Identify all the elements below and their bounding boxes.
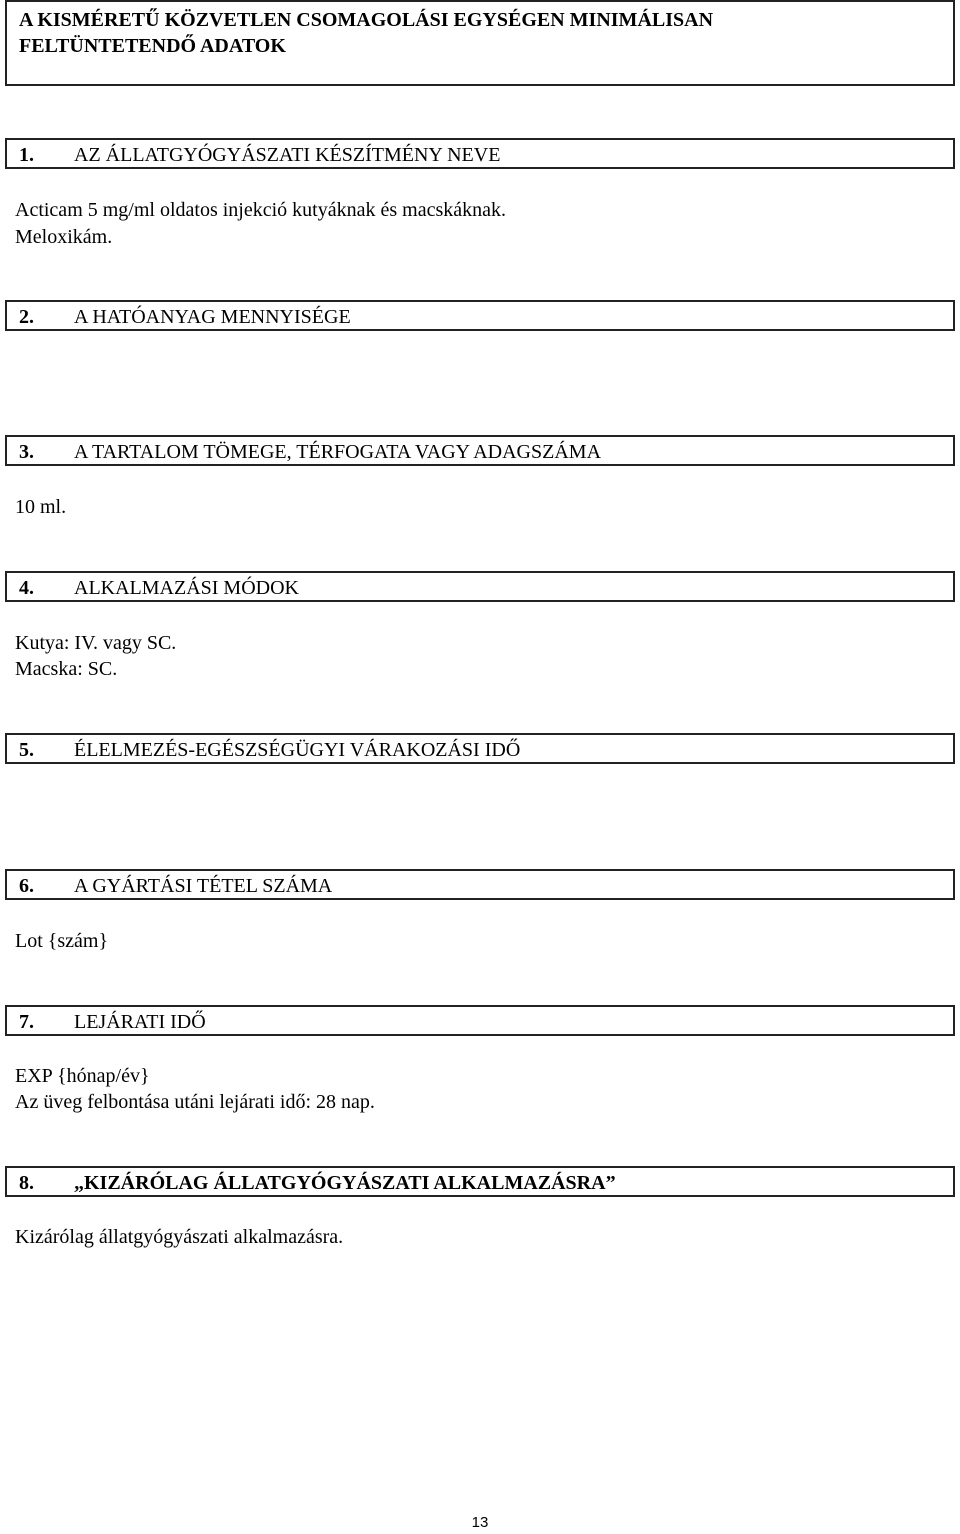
section-4-text-dog: Kutya: IV. vagy SC.	[15, 632, 177, 654]
section-title: „KIZÁRÓLAG ÁLLATGYÓGYÁSZATI ALKALMAZÁSRA”	[74, 1172, 616, 1194]
section-number: 8.	[19, 1172, 34, 1194]
section-number: 6.	[19, 875, 34, 897]
section-7-text-shelf-life: Az üveg felbontása utáni lejárati idő: 28 nap.	[15, 1091, 375, 1113]
section-1-text-product-name: Acticam 5 mg/ml oldatos injekció kutyáknak és macskáknak.	[15, 199, 506, 221]
section-3-text-volume: 10 ml.	[15, 496, 67, 518]
section-3-header	[5, 435, 955, 466]
section-1-header	[5, 138, 955, 169]
section-4-text-cat: Macska: SC.	[15, 658, 118, 680]
section-title: A HATÓANYAG MENNYISÉGE	[74, 306, 351, 328]
section-number: 4.	[19, 577, 34, 599]
section-1-text-substance: Meloxikám.	[15, 226, 113, 248]
section-number: 1.	[19, 144, 34, 166]
section-7-text-exp: EXP {hónap/év}	[15, 1065, 150, 1087]
section-8-text-veterinary-use: Kizárólag állatgyógyászati alkalmazásra.	[15, 1226, 344, 1248]
section-6-header	[5, 869, 955, 900]
section-title: ÉLELMEZÉS-EGÉSZSÉGÜGYI VÁRAKOZÁSI IDŐ	[74, 739, 521, 761]
section-8-header	[5, 1166, 955, 1197]
section-title: A GYÁRTÁSI TÉTEL SZÁMA	[74, 875, 333, 897]
document-title-box	[5, 0, 955, 86]
section-number: 5.	[19, 739, 34, 761]
section-number: 2.	[19, 306, 34, 328]
section-4-header	[5, 571, 955, 602]
section-title: ALKALMAZÁSI MÓDOK	[74, 577, 299, 599]
section-7-header	[5, 1005, 955, 1036]
section-number: 7.	[19, 1011, 34, 1033]
section-2-header	[5, 300, 955, 331]
document-title-line-1: A KISMÉRETŰ KÖZVETLEN CSOMAGOLÁSI EGYSÉGEN MINIMÁLISAN	[19, 9, 714, 31]
section-5-header	[5, 733, 955, 764]
section-title: AZ ÁLLATGYÓGYÁSZATI KÉSZÍTMÉNY NEVE	[74, 144, 501, 166]
section-number: 3.	[19, 441, 34, 463]
section-title: LEJÁRATI IDŐ	[74, 1011, 206, 1033]
page-number: 13	[471, 1514, 489, 1531]
document-title-line-2: FELTÜNTETENDŐ ADATOK	[19, 35, 286, 57]
section-6-text-lot: Lot {szám}	[15, 930, 109, 952]
section-title: A TARTALOM TÖMEGE, TÉRFOGATA VAGY ADAGSZÁMA	[74, 441, 602, 463]
